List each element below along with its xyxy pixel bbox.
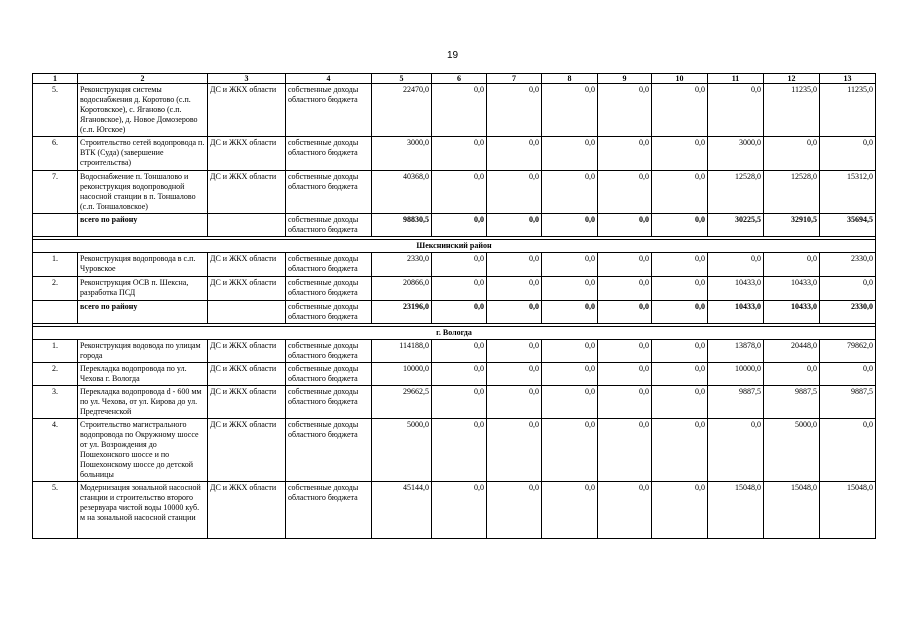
table-row: [33, 137, 876, 171]
amount-cell: 0,0: [432, 363, 487, 386]
amount-cell: 9887,5: [708, 386, 764, 419]
table-row: [33, 340, 876, 363]
amount-cell: 79862,0: [820, 340, 876, 363]
column-number-header: [33, 74, 876, 84]
amount-cell: 0,0: [487, 214, 542, 237]
amount-cell: 0,0: [487, 340, 542, 363]
amount-cell: 0,0: [652, 340, 708, 363]
amount-cell: 15048,0: [820, 482, 876, 539]
amount-cell: 0,0: [598, 386, 652, 419]
amount-cell: 29662,5: [372, 386, 432, 419]
funding-source: собственные доходы областного бюджета: [286, 419, 372, 482]
amount-cell: 0,0: [542, 340, 598, 363]
executor: ДС и ЖКХ области: [208, 253, 286, 277]
object-name: Реконструкция водопровода в с.п. Чуровское: [78, 253, 208, 277]
amount-cell: 0,0: [708, 419, 764, 482]
amount-cell: 0,0: [432, 214, 487, 237]
amount-cell: 0,0: [820, 419, 876, 482]
column-header: 8: [542, 74, 598, 84]
amount-cell: 15048,0: [708, 482, 764, 539]
amount-cell: 0,0: [542, 419, 598, 482]
amount-cell: 10433,0: [708, 277, 764, 301]
amount-cell: 0,0: [542, 253, 598, 277]
amount-cell: 98830,5: [372, 214, 432, 237]
amount-cell: 20448,0: [764, 340, 820, 363]
amount-cell: 2330,0: [820, 253, 876, 277]
executor: ДС и ЖКХ области: [208, 419, 286, 482]
amount-cell: 0,0: [432, 340, 487, 363]
table-row: [33, 253, 876, 277]
amount-cell: 0,0: [598, 363, 652, 386]
row-number: 6.: [33, 137, 78, 171]
column-header: 5: [372, 74, 432, 84]
amount-cell: 0,0: [652, 84, 708, 137]
amount-cell: 3000,0: [372, 137, 432, 171]
amount-cell: 0,0: [432, 84, 487, 137]
amount-cell: 0,0: [487, 363, 542, 386]
funding-source: собственные доходы областного бюджета: [286, 482, 372, 539]
amount-cell: 9887,5: [820, 386, 876, 419]
amount-cell: 0,0: [598, 340, 652, 363]
object-name: Строительство сетей водопровода п. ВТК (Суда) (завершение строительства): [78, 137, 208, 171]
amount-cell: 0,0: [598, 84, 652, 137]
table-row: [33, 84, 876, 137]
amount-cell: 0,0: [598, 253, 652, 277]
amount-cell: 0,0: [708, 84, 764, 137]
amount-cell: 0,0: [487, 171, 542, 214]
amount-cell: 0,0: [542, 301, 598, 324]
amount-cell: 0,0: [598, 277, 652, 301]
amount-cell: 0,0: [487, 419, 542, 482]
executor: ДС и ЖКХ области: [208, 171, 286, 214]
amount-cell: 30225,5: [708, 214, 764, 237]
amount-cell: 0,0: [542, 277, 598, 301]
amount-cell: 35694,5: [820, 214, 876, 237]
amount-cell: 15312,0: [820, 171, 876, 214]
funding-source: собственные доходы областного бюджета: [286, 253, 372, 277]
executor: [208, 301, 286, 324]
amount-cell: 10000,0: [372, 363, 432, 386]
table-row: [33, 419, 876, 482]
amount-cell: 0,0: [764, 363, 820, 386]
row-number: 2.: [33, 363, 78, 386]
amount-cell: 0,0: [432, 253, 487, 277]
amount-cell: 2330,0: [372, 253, 432, 277]
object-name: Модернизация зональной насосной станции и строительство второго резервуара чистой воды 10000 куб. м на зональной насосной станции: [78, 482, 208, 539]
column-header: 3: [208, 74, 286, 84]
funding-source: собственные доходы областного бюджета: [286, 171, 372, 214]
amount-cell: 15048,0: [764, 482, 820, 539]
page-number: 19: [446, 50, 459, 61]
amount-cell: 0,0: [487, 482, 542, 539]
column-header: 9: [598, 74, 652, 84]
column-header: 13: [820, 74, 876, 84]
funding-source: собственные доходы областного бюджета: [286, 386, 372, 419]
column-header: 6: [432, 74, 487, 84]
amount-cell: 11235,0: [764, 84, 820, 137]
amount-cell: 0,0: [598, 171, 652, 214]
executor: ДС и ЖКХ области: [208, 482, 286, 539]
amount-cell: 9887,5: [764, 386, 820, 419]
amount-cell: 5000,0: [372, 419, 432, 482]
amount-cell: 0,0: [432, 482, 487, 539]
amount-cell: 40368,0: [372, 171, 432, 214]
amount-cell: 10433,0: [708, 301, 764, 324]
amount-cell: 0,0: [487, 84, 542, 137]
amount-cell: 0,0: [598, 214, 652, 237]
funding-source: собственные доходы областного бюджета: [286, 137, 372, 171]
amount-cell: 0,0: [542, 363, 598, 386]
amount-cell: 0,0: [652, 301, 708, 324]
amount-cell: 0,0: [820, 363, 876, 386]
object-name: Перекладка водопровода d - 600 мм по ул. Чехова, от ул. Кирова до ул. Предтеченской: [78, 386, 208, 419]
row-number: 5.: [33, 482, 78, 539]
object-name: Водоснабжение п. Тоншалово и реконструкция водопроводной насосной станции в п. Тоншалово (с.п. Тоншаловское): [78, 171, 208, 214]
amount-cell: 23196,0: [372, 301, 432, 324]
row-number: 5.: [33, 84, 78, 137]
funding-source: собственные доходы областного бюджета: [286, 277, 372, 301]
amount-cell: 10433,0: [764, 277, 820, 301]
amount-cell: 0,0: [542, 84, 598, 137]
column-header: 2: [78, 74, 208, 84]
executor: ДС и ЖКХ области: [208, 340, 286, 363]
column-header: 7: [487, 74, 542, 84]
table-row: [33, 482, 876, 539]
amount-cell: 0,0: [542, 386, 598, 419]
amount-cell: 13878,0: [708, 340, 764, 363]
amount-cell: 0,0: [708, 253, 764, 277]
table-row: [33, 277, 876, 301]
district-title: Шекснинский район: [33, 240, 876, 253]
executor: ДС и ЖКХ области: [208, 386, 286, 419]
row-number: 4.: [33, 419, 78, 482]
row-number: [33, 214, 78, 237]
amount-cell: 2330,0: [820, 301, 876, 324]
amount-cell: 0,0: [652, 482, 708, 539]
amount-cell: 0,0: [764, 253, 820, 277]
amount-cell: 0,0: [432, 277, 487, 301]
amount-cell: 0,0: [487, 253, 542, 277]
column-header: 12: [764, 74, 820, 84]
amount-cell: 0,0: [487, 301, 542, 324]
table-row: [33, 386, 876, 419]
district-total-row: [33, 214, 876, 237]
amount-cell: 0,0: [487, 277, 542, 301]
amount-cell: 0,0: [432, 301, 487, 324]
row-number: 2.: [33, 277, 78, 301]
column-header: 11: [708, 74, 764, 84]
amount-cell: 0,0: [432, 386, 487, 419]
budget-table: [32, 73, 876, 539]
amount-cell: 12528,0: [708, 171, 764, 214]
amount-cell: 114188,0: [372, 340, 432, 363]
amount-cell: 0,0: [542, 482, 598, 539]
amount-cell: 45144,0: [372, 482, 432, 539]
amount-cell: 0,0: [598, 137, 652, 171]
amount-cell: 0,0: [432, 137, 487, 171]
amount-cell: 22470,0: [372, 84, 432, 137]
table-row: [33, 171, 876, 214]
amount-cell: 0,0: [487, 386, 542, 419]
amount-cell: 12528,0: [764, 171, 820, 214]
amount-cell: 0,0: [652, 419, 708, 482]
object-name: Строительство магистрального водопровода по Окружному шоссе от ул. Возрождения до Пошехонского шоссе и по Пошехонскому шоссе до детской больницы: [78, 419, 208, 482]
amount-cell: 0,0: [542, 171, 598, 214]
amount-cell: 0,0: [598, 301, 652, 324]
row-number: [33, 301, 78, 324]
amount-cell: 0,0: [487, 137, 542, 171]
row-number: 1.: [33, 253, 78, 277]
funding-source: собственные доходы областного бюджета: [286, 214, 372, 237]
amount-cell: 10433,0: [764, 301, 820, 324]
amount-cell: 0,0: [652, 277, 708, 301]
amount-cell: 0,0: [542, 214, 598, 237]
amount-cell: 0,0: [652, 386, 708, 419]
object-name: Реконструкция системы водоснабжения д. Коротово (с.п. Коротовское), с. Яганово (с.п. Ягановское), д. Новое Домозерово (с.п. Югское): [78, 84, 208, 137]
amount-cell: 0,0: [432, 419, 487, 482]
amount-cell: 32910,5: [764, 214, 820, 237]
district-header-row: [33, 327, 876, 340]
amount-cell: 0,0: [652, 214, 708, 237]
executor: ДС и ЖКХ области: [208, 137, 286, 171]
amount-cell: 0,0: [598, 482, 652, 539]
funding-source: собственные доходы областного бюджета: [286, 301, 372, 324]
amount-cell: 0,0: [432, 171, 487, 214]
executor: ДС и ЖКХ области: [208, 84, 286, 137]
funding-source: собственные доходы областного бюджета: [286, 340, 372, 363]
column-header: 4: [286, 74, 372, 84]
amount-cell: 10000,0: [708, 363, 764, 386]
object-name: Реконструкция ОСВ п. Шексна, разработка ПСД: [78, 277, 208, 301]
amount-cell: 0,0: [764, 137, 820, 171]
amount-cell: 0,0: [598, 419, 652, 482]
funding-source: собственные доходы областного бюджета: [286, 84, 372, 137]
amount-cell: 5000,0: [764, 419, 820, 482]
funding-source: собственные доходы областного бюджета: [286, 363, 372, 386]
table-body: [33, 84, 876, 539]
object-name: всего по району: [78, 301, 208, 324]
amount-cell: 0,0: [652, 171, 708, 214]
amount-cell: 0,0: [542, 137, 598, 171]
amount-cell: 0,0: [652, 363, 708, 386]
executor: [208, 214, 286, 237]
table-row: [33, 363, 876, 386]
amount-cell: 20866,0: [372, 277, 432, 301]
amount-cell: 0,0: [652, 253, 708, 277]
amount-cell: 0,0: [652, 137, 708, 171]
district-header-row: [33, 240, 876, 253]
object-name: всего по району: [78, 214, 208, 237]
district-total-row: [33, 301, 876, 324]
row-number: 7.: [33, 171, 78, 214]
column-header: 10: [652, 74, 708, 84]
amount-cell: 3000,0: [708, 137, 764, 171]
amount-cell: 11235,0: [820, 84, 876, 137]
column-header: 1: [33, 74, 78, 84]
object-name: Перекладка водопровода по ул. Чехова г. Вологда: [78, 363, 208, 386]
executor: ДС и ЖКХ области: [208, 363, 286, 386]
executor: ДС и ЖКХ области: [208, 277, 286, 301]
object-name: Реконструкция водовода по улицам города: [78, 340, 208, 363]
amount-cell: 0,0: [820, 137, 876, 171]
row-number: 1.: [33, 340, 78, 363]
row-number: 3.: [33, 386, 78, 419]
amount-cell: 0,0: [820, 277, 876, 301]
district-title: г. Вологда: [33, 327, 876, 340]
